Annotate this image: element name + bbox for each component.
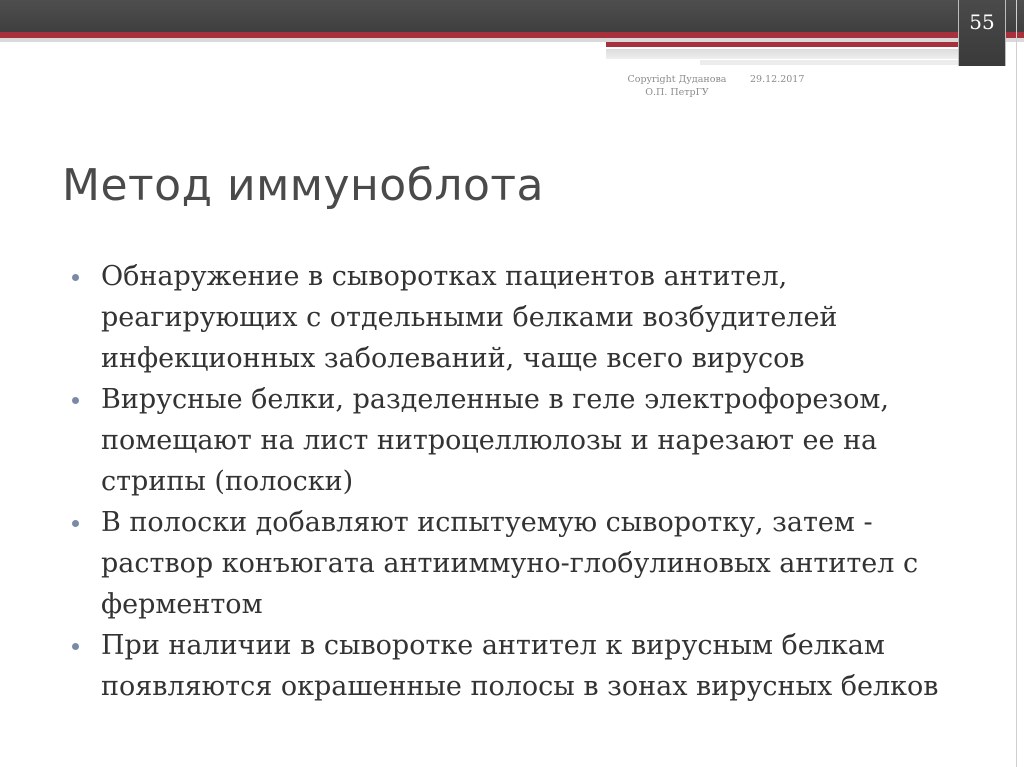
bullet-text: Обнаружение в сыворотках пациентов антител, реагирующих с отдельными белками возбудителей инфекционных заболеваний, чаще всего вирусов [101,261,838,374]
bullet-dot-icon [72,643,79,650]
bullet-dot-icon [72,274,79,281]
copyright-text: Copyright Дуданова О.П. ПетрГУ [627,74,727,98]
bullet-item [70,379,970,502]
page-number-box [958,0,1006,66]
slide-title: Метод иммуноблота [62,160,544,211]
slide-date: 29.12.2017 [750,74,805,85]
right-gray-stripe [606,49,1006,59]
right-red-stripe [606,42,1006,47]
bullet-list [70,256,970,707]
page-number: 55 [969,10,995,34]
header-dark-bar [0,0,1024,32]
bullet-item [70,625,970,707]
right-edge-line [1016,0,1017,767]
bullet-item [70,502,970,625]
bullet-text: Вирусные белки, разделенные в геле электрофорезом, помещают на лист нитроцеллюлозы и нарезают ее на стрипы (полоски) [101,384,889,497]
bullet-dot-icon [72,520,79,527]
bullet-text: При наличии в сыворотке антител к вирусным белкам появляются окрашенные полосы в зонах вирусных белков [101,630,939,702]
bullet-dot-icon [72,397,79,404]
bullet-text: В полоски добавляют испытуемую сыворотку, затем - раствор конъюгата антииммуно-глобулиновых антител с ферментом [101,507,919,620]
bullet-item [70,256,970,379]
